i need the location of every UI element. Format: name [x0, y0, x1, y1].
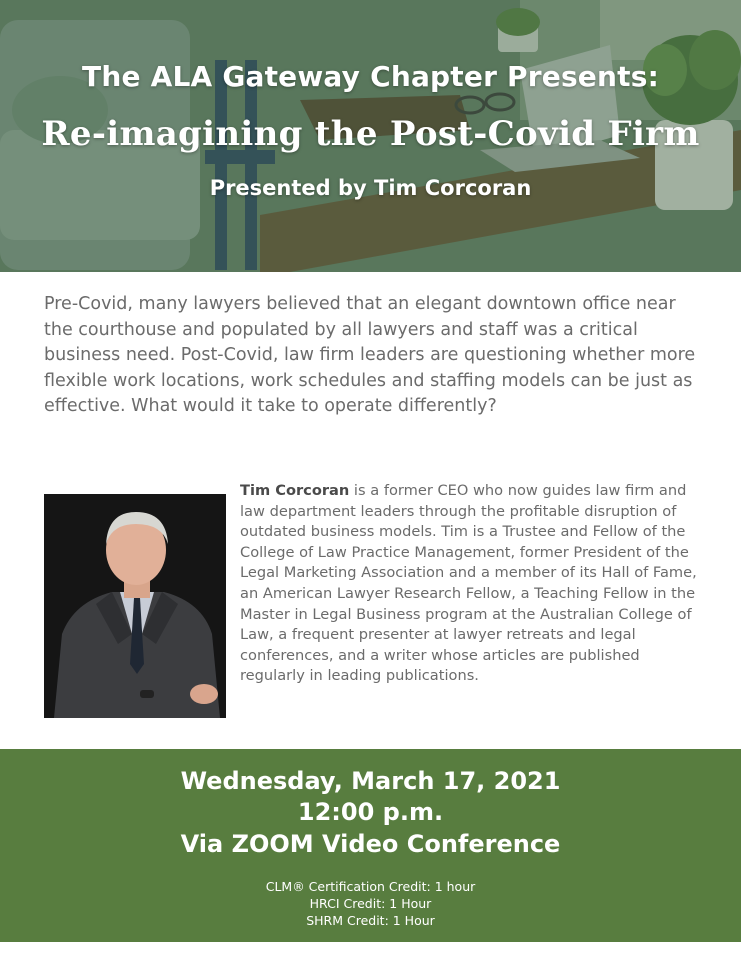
event-time: 12:00 p.m.: [297, 798, 444, 826]
speaker-bio: [240, 481, 702, 687]
speaker-portrait-illustration: [44, 494, 226, 718]
intro-paragraph: Pre-Covid, many lawyers believed that an elegant downtown office near the courthouse and populated by all lawyers and staff was a critical business need. Post-Covid, law firm leaders are questioning whether more flexible work locations, work schedules and staffing models can be just as effective. What would it take to operate differently?: [44, 294, 696, 416]
credit-hrci: HRCI Credit: 1 Hour: [309, 896, 432, 911]
event-location: Via ZOOM Video Conference: [180, 830, 561, 858]
event-date: Wednesday, March 17, 2021: [180, 767, 561, 795]
speaker-photo: [44, 494, 226, 718]
speaker-bio-text: is a former CEO who now guides law firm and law department leaders through the profitable disruption of outdated business models. Tim is a Trustee and Fellow of the College of Law Practice Management, former President of the Legal Marketing Association and a member of its Hall of Fame, an American Lawyer Research Fellow, a Teaching Fellow in the Master in Legal Business program at the Australian College of Law, a frequent presenter at lawyer retreats and legal conferences, and a writer whose articles are published regularly in leading publications.: [240, 482, 697, 685]
speaker-name: Tim Corcoran: [240, 482, 350, 499]
credit-clm: CLM® Certification Credit: 1 hour: [265, 879, 476, 894]
credit-shrm: SHRM Credit: 1 Hour: [306, 913, 435, 928]
presenter-line: Presented by Tim Corcoran: [209, 176, 532, 200]
chapter-presents-heading: The ALA Gateway Chapter Presents:: [82, 60, 659, 93]
event-details-band: [0, 749, 741, 942]
event-title: Re-imagining the Post-Covid Firm: [41, 114, 700, 154]
hero-banner: [0, 0, 741, 272]
